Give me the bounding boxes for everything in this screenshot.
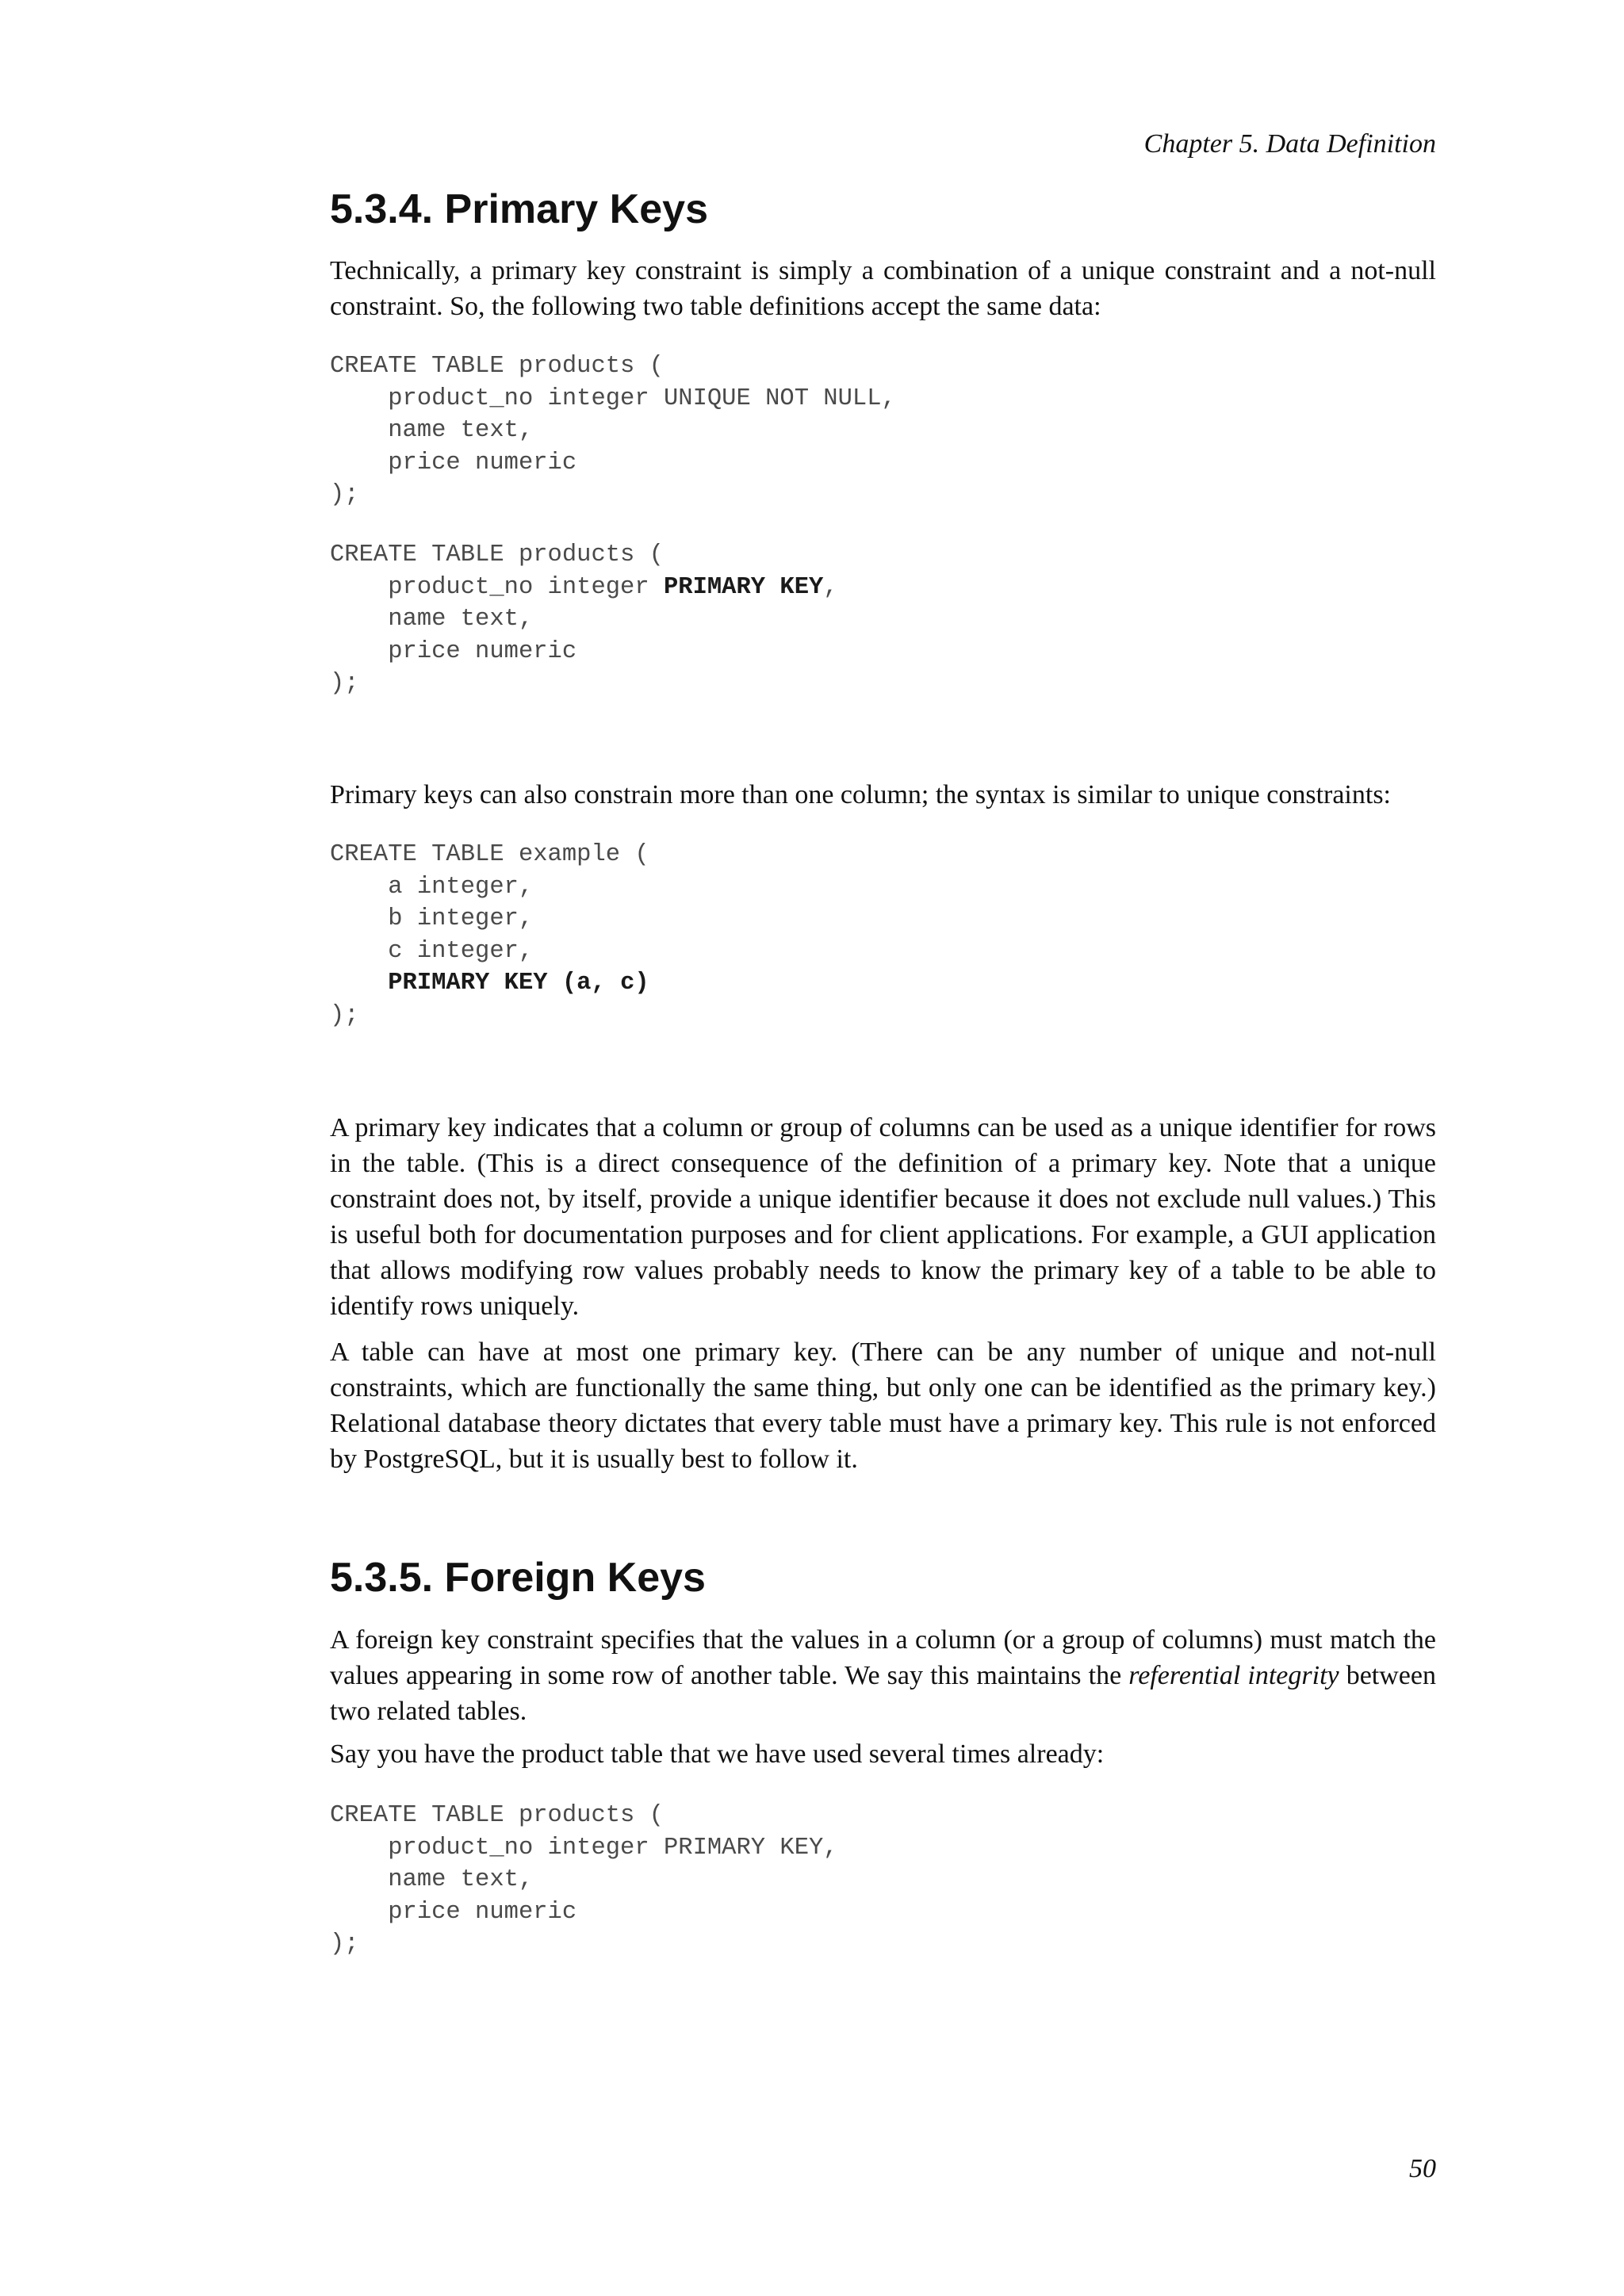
code-line (330, 350, 1436, 383)
paragraph-primary-explanation: A primary key indicates that a column or group of columns can be used as a unique identifier for rows in the table. (This is a direct consequence of the definition of a primary key. Note that a unique constraint does not, by itself, provide a unique identifier because it does not exclude null values.) This is useful both for documentation purposes and for client applications. For example, a GUI application that allows modifying row values probably needs to know the primary key of a table to be able to identify rows uniquely. (330, 1113, 1436, 1321)
code-text: product_no integer PRIMARY KEY, (330, 1834, 838, 1862)
code-text: CREATE TABLE products ( (330, 1802, 664, 1829)
code-text (330, 970, 388, 997)
code-line (330, 1832, 1436, 1865)
code-text: a integer, (330, 873, 534, 901)
code-line (330, 1896, 1436, 1929)
code-text: CREATE TABLE products ( (330, 541, 664, 568)
code-emphasis: PRIMARY KEY (a, c) (388, 970, 649, 997)
code-line (330, 1000, 1436, 1032)
code-text: ); (330, 1931, 359, 1958)
code-text: name text, (330, 417, 534, 445)
code-line (330, 479, 1436, 511)
code-line (330, 383, 1436, 415)
code-line (330, 1800, 1436, 1832)
foreign-intro-after: between two related tables. (330, 1661, 1436, 1726)
paragraph-product-table-intro: Say you have the product table that we have used several times already: (330, 1739, 1105, 1769)
code-text: name text, (330, 1866, 534, 1894)
code-text: , (823, 573, 838, 601)
section-heading-primary-keys: 5.3.4. Primary Keys (330, 186, 708, 232)
term-referential-integrity: referential integrity (1128, 1661, 1339, 1690)
code-text: ); (330, 481, 359, 509)
code-text: ); (330, 1001, 359, 1029)
code-text: price numeric (330, 1898, 577, 1926)
code-text: name text, (330, 606, 534, 633)
paragraph-foreign-intro (330, 1622, 1436, 1729)
code-line (330, 1928, 1436, 1961)
section-heading-foreign-keys: 5.3.5. Foreign Keys (330, 1555, 706, 1601)
code-line (330, 415, 1436, 447)
code-line (330, 839, 1436, 871)
code-block-products-table (330, 1800, 1436, 1961)
code-line (330, 1864, 1436, 1896)
code-line (330, 636, 1436, 668)
code-line (330, 447, 1436, 480)
code-text: c integer, (330, 937, 534, 965)
code-text: product_no integer UNIQUE NOT NULL, (330, 385, 896, 412)
running-head: Chapter 5. Data Definition (1143, 129, 1436, 159)
code-block-unique-not-null (330, 350, 1436, 511)
code-line (330, 903, 1436, 936)
code-text: b integer, (330, 905, 534, 933)
code-text: ); (330, 670, 359, 698)
page-number: 50 (1409, 2154, 1436, 2183)
paragraph-at-most-one: A table can have at most one primary key. (There can be any number of unique and not-null constraints, which are functionally the same thing, but only one can be identified as the primary key.) Relational database theory dictates that every table must have a primary key. This rule is not enforced by PostgreSQL, but it is usually best to follow it. (330, 1337, 1436, 1474)
code-emphasis: PRIMARY KEY (663, 573, 824, 601)
code-block-example-table (330, 839, 1436, 1032)
code-line (330, 871, 1436, 904)
code-text: price numeric (330, 449, 577, 476)
paragraph-multi-column: Primary keys can also constrain more than one column; the syntax is similar to unique constraints: (330, 780, 1392, 809)
code-text: price numeric (330, 637, 577, 665)
paragraph-primary-intro: Technically, a primary key constraint is simply a combination of a unique constraint and a not-null constraint. So, the following two table definitions accept the same data: (330, 256, 1436, 321)
code-text: CREATE TABLE example ( (330, 841, 649, 868)
code-text: product_no integer (330, 573, 664, 601)
code-block-primary-key (330, 539, 1436, 700)
code-line (330, 603, 1436, 636)
foreign-intro-before: A foreign key constraint specifies that the values in a column (or a group of columns) must match the values appearing in some row of another table. We say this maintains the (330, 1625, 1436, 1690)
code-text: CREATE TABLE products ( (330, 353, 664, 380)
code-line (330, 668, 1436, 700)
code-line (330, 936, 1436, 968)
code-line (330, 572, 1436, 604)
code-line (330, 967, 1436, 1000)
code-line (330, 539, 1436, 572)
